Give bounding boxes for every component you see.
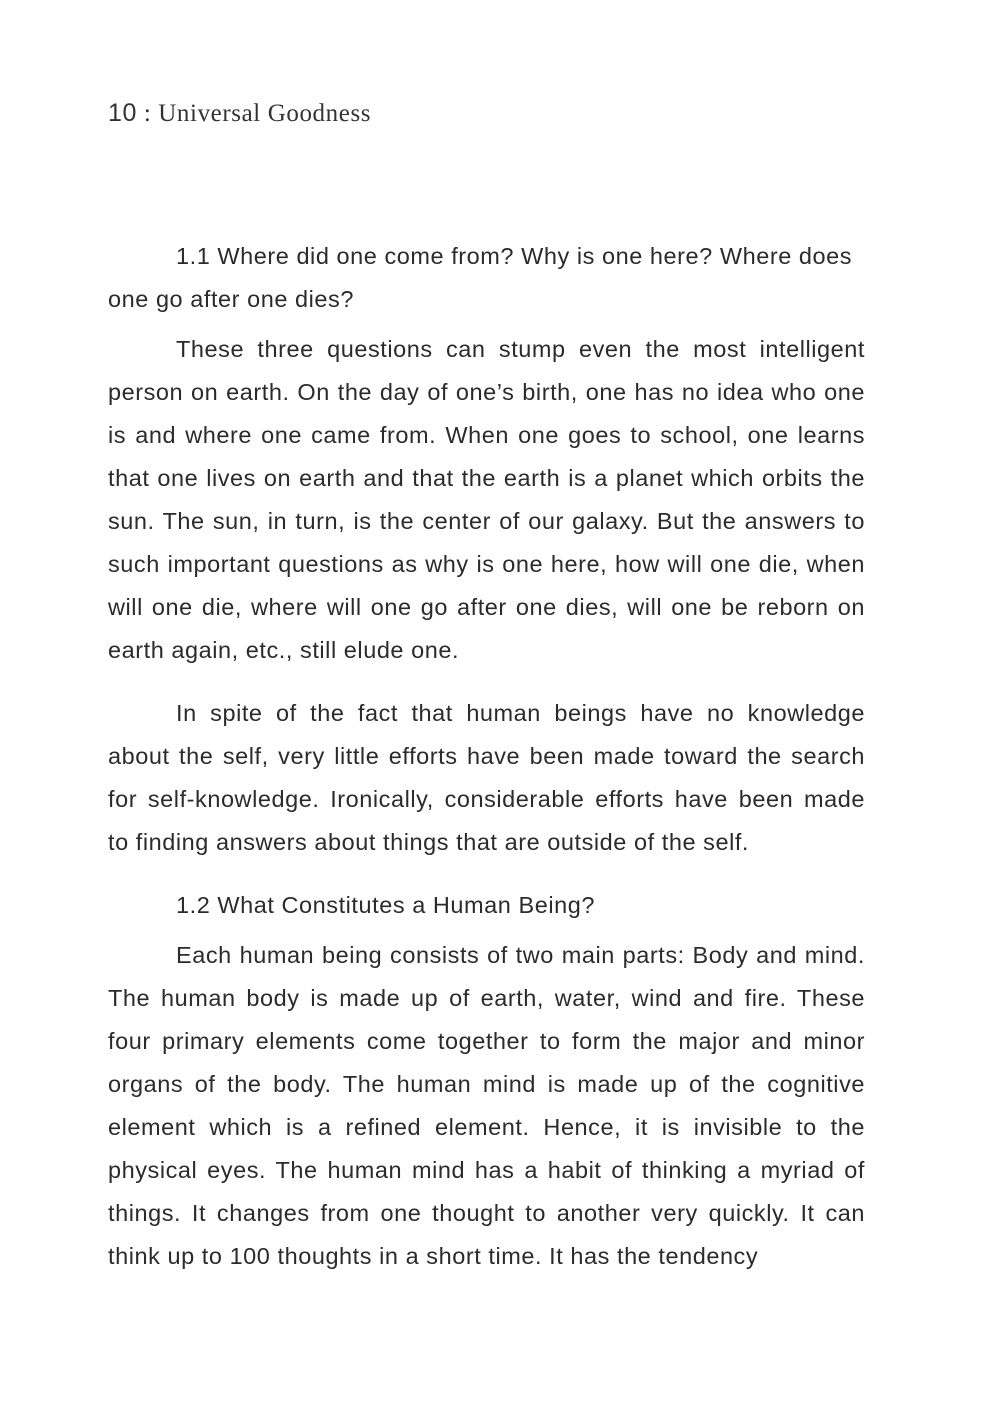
book-title: Universal Goodness — [158, 100, 372, 127]
paragraph-three-questions: These three questions can stump even the most intelligent person on earth. On the day of one’s birth, one has no idea who one is and where one came from. When one goes to school, one learns that one lives on earth and that the earth is a planet which orbits the sun. The sun, in turn, is the center of our galaxy. But the answers to such important questions as why is one here, how will one die, when will one die, where will one go after one dies, will one be reborn on earth again, etc., still elude one. — [108, 336, 865, 663]
running-header — [108, 99, 371, 128]
section-heading-1-2: 1.2 What Constitutes a Human Being? — [176, 892, 595, 918]
page-number: 10 — [108, 99, 138, 127]
paragraph-body-and-mind: Each human being consists of two main parts: Body and mind. The human body is made up of earth, water, wind and fire. These four primary elements come together to form the major and minor organs of the body. The human mind is made up of the cognitive element which is a refined element. Hence, it is invisible to the physical eyes. The human mind has a habit of thinking a myriad of things. It changes from one thought to another very quickly. It can think up to 100 thoughts in a short time. It has the tendency — [108, 942, 865, 1269]
paragraph-self-knowledge: In spite of the fact that human beings have no knowledge about the self, very little efforts have been made toward the search for self-knowledge. Ironically, considerable efforts have been made to finding answers about things that are outside of the self. — [108, 700, 865, 855]
page-body — [108, 235, 865, 1278]
header-separator: : — [137, 100, 159, 127]
section-heading-1-1: 1.1 Where did one come from? Why is one here? Where does one go after one dies? — [108, 243, 853, 312]
